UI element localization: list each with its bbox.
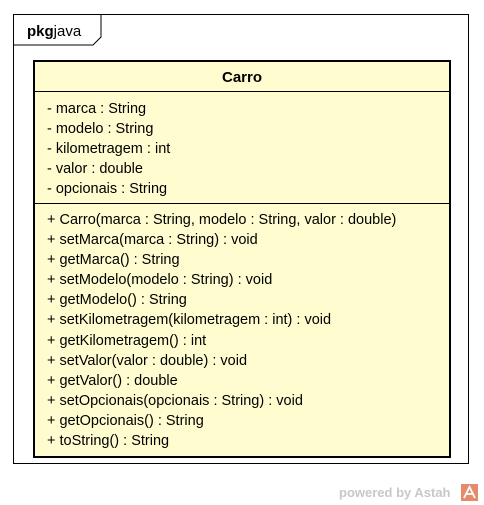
class-box[interactable]	[33, 60, 451, 458]
operation-item[interactable]: + Carro(marca : String, modelo : String, valor : double)	[47, 212, 397, 228]
attribute-item[interactable]: - marca : String	[47, 101, 147, 117]
operation-item[interactable]: + setModelo(modelo : String) : void	[47, 272, 273, 289]
attribute-divider	[35, 203, 449, 204]
attribute-item[interactable]: - valor : double	[47, 161, 143, 178]
watermark-text: powered by Astah	[339, 485, 451, 500]
operation-item[interactable]: + getOpcionais() : String	[47, 412, 204, 429]
operation-item[interactable]: + toString() : String	[47, 433, 170, 450]
astah-logo-icon	[461, 484, 478, 501]
attribute-list	[47, 99, 445, 199]
attribute-item[interactable]: - opcionais : String	[47, 181, 168, 198]
operation-item[interactable]: + getModelo() : String	[47, 292, 187, 309]
operation-item[interactable]: + getKilometragem() : int	[47, 332, 207, 349]
operation-item[interactable]: + setMarca(marca : String) : void	[47, 232, 258, 249]
operation-item[interactable]: + getValor() : double	[47, 372, 178, 389]
operation-item[interactable]: + setOpcionais(opcionais : String) : void	[47, 392, 303, 409]
attribute-item[interactable]: - kilometragem : int	[47, 141, 171, 158]
operation-item[interactable]: + getMarca() : String	[47, 252, 180, 269]
class-name: Carro	[221, 69, 262, 86]
package-label	[27, 23, 81, 40]
attribute-item[interactable]: - modelo : String	[47, 121, 154, 138]
package-name: java	[53, 23, 82, 40]
name-divider	[35, 91, 449, 92]
package-keyword: pkg	[27, 23, 54, 40]
operation-list	[47, 210, 445, 451]
operation-item[interactable]: + setKilometragem(kilometragem : int) : void	[47, 312, 332, 329]
operation-item[interactable]: + setValor(valor : double) : void	[47, 352, 248, 369]
